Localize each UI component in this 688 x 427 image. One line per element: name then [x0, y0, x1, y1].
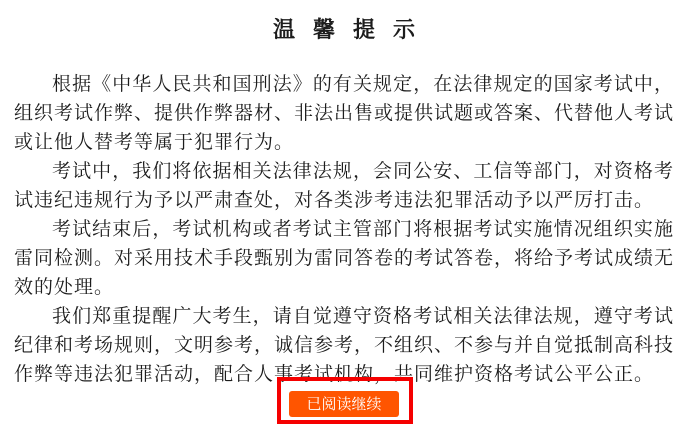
notice-paragraph-solemn-reminder: 我们郑重提醒广大考生，请自觉遵守资格考试相关法律法规，遵守考试纪律和考场规则，文明参考，诚信参考，不组织、不参与并自觉抵制高科技作弊等违法犯罪活动，配合人事考试机构，共同维护资格考试公平公正。 — [14, 306, 675, 385]
continue-button-wrap — [289, 391, 398, 417]
notice-paragraph-during-exam: 考试中，我们将依据相关法律法规，会同公安、工信等部门，对资格考试违纪违规行为予以严肃查处，对各类涉考违法犯罪活动予以严厉打击。 — [14, 161, 674, 211]
notice-paragraph-after-exam: 考试结束后，考试机构或者考试主管部门将根据考试实施情况组织实施雷同检测。对采用技术手段甄别为雷同答卷的考试答卷，将给予考试成绩无效的处理。 — [14, 219, 675, 298]
notice-paragraph-criminal-law: 根据《中华人民共和国刑法》的有关规定，在法律规定的国家考试中，组织考试作弊、提供作弊器材、非法出售或提供试题或答案、代替他人考试或让他人替考等属于犯罪行为。 — [14, 74, 675, 153]
notice-body — [0, 70, 688, 389]
continue-button[interactable]: 已阅读继续 — [289, 391, 398, 417]
page-title: 温馨提示 — [272, 17, 433, 42]
button-row — [0, 391, 688, 417]
